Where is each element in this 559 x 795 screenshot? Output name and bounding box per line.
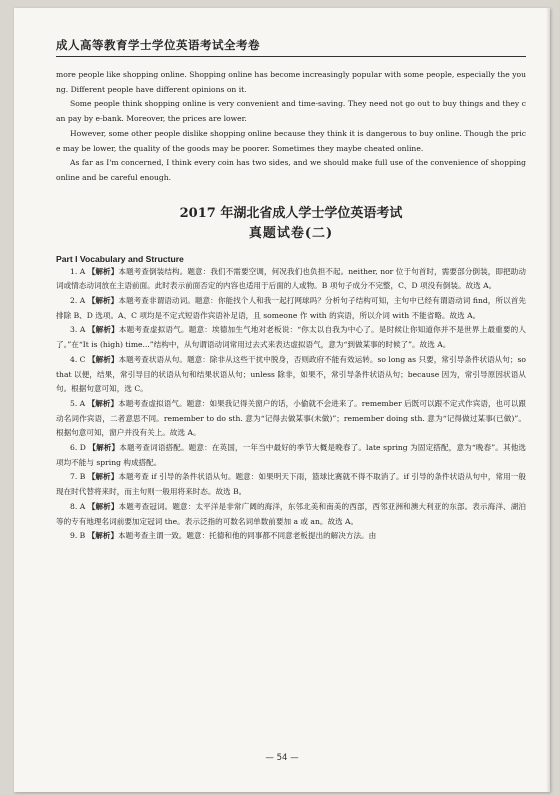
answer-item: 2. A 【解析】本题考查非谓语动词。题意：你能找个人和我一起打网球吗？分析句子结构可知，主句中已经有谓语动词 find，所以首先排除 B、D 选项。A、C 项均是不定式短语作宾语补足语，且 someone 作 with 的宾语，所以介词 with 不能省略。故选 A。	[56, 296, 526, 320]
exam-title: 2017 年湖北省成人学士学位英语考试	[179, 205, 403, 221]
book-page	[14, 8, 550, 792]
answer-item: 5. A 【解析】本题考查虚拟语气。题意：如果我记得关窗户的话，小偷就不会进来了。remember 后既可以跟不定式作宾语，也可以跟动名词作宾语，二者意思不同。remember to do sth. 意为“记得去做某事(未做)”；remember doing sth. 意为“记得做过某事(已做)”。根据句意可知，窗户并没有关上。故选 A。	[56, 398, 526, 438]
essay-paragraph-1: more people like shopping online. Shopping online has become increasingly popular with some people, especially the young. Different people have different opinions on it.	[56, 70, 526, 94]
page-header	[56, 34, 526, 57]
page-content	[56, 68, 526, 544]
exam-title-block	[56, 204, 526, 244]
answer-item: 7. B 【解析】本题考查 if 引导的条件状语从句。题意：如果明天下雨，篮球比赛就不得不取消了。if 引导的条件状语从句中，常用一般现在时代替将来时，而主句则一般用将来时态。故选 B。	[56, 472, 526, 497]
book-title: 成人高等教育学士学位英语考试全考卷	[56, 38, 260, 52]
page-edge-shadow	[546, 8, 550, 792]
page-number: — 54 —	[265, 753, 299, 763]
essay-paragraph-2: Some people think shopping online is very convenient and time-saving. They need not go out to buy things and they can pay by e-bank. Moreover, the prices are lower.	[56, 99, 526, 124]
answer-item: 1. A 【解析】本题考查倒装结构。题意：我们不需要空调，何况我们也负担不起。neither, nor 位于句首时，需要部分倒装，即把助动词或情态动词放在主语前面。此时表示前面否定的内容也适用于后面的人或物。B 项句子成分不完整，C、D 项没有倒装。故选 A。	[56, 266, 526, 291]
part-heading: Part I Vocabulary and Structure	[56, 253, 184, 264]
answer-item: 6. D 【解析】本题考查词语搭配。题意：在英国，一年当中最好的季节大概是晚春了。late spring 为固定搭配，意为“晚春”。其他选项均不能与 spring 构成搭配。	[56, 443, 527, 467]
answer-item: 3. A 【解析】本题考查虚拟语气。题意：埃德加生气地对老板说：“你太以自我为中心了。是时候让你知道你并不是世界上最重要的人了。”在“It is (high) time...”结构中，从句谓语动词常用过去式来表达虚拟语气，意为“到做某事的时候了”。故选 A。	[56, 325, 526, 350]
answer-item: 4. C 【解析】本题考查状语从句。题意：除非从这些干扰中脱身，否则政府不能有效运转。so long as 只要，常引导条件状语从句；so that 以便，结果，常引导目的状语从句和结果状语从句；unless 除非，如果不，常引导条件状语从句；because 因为，常引导原因状语从句。根据句意可知，选 C。	[56, 354, 526, 394]
exam-subtitle: 真题试卷(二)	[248, 225, 334, 241]
answer-item: 8. A 【解析】本题考查冠词。题意：太平洋是非常广阔的海洋，东邻北美和南美的西部，西邻亚洲和澳大利亚的东部。表示海洋、湖泊等的专有地理名词前要加定冠词 the。表示泛指的可数名词单数前要加 a 或 an。故选 A。	[56, 501, 526, 526]
essay-paragraph-4: As far as I'm concerned, I think every coin has two sides, and we should make full use of the convenience of shopping online and be careful enough.	[56, 158, 526, 182]
essay-paragraph-3: However, some other people dislike shopping online because they think it is dangerous to buy online. Though the price may be lower, the quality of the goods may be poorer. Sometimes they maybe cheated online.	[56, 128, 526, 153]
answer-item: 9. B 【解析】本题考查主谓一致。题意：托德和他的同事都不同意老板提出的解决方法。由	[70, 531, 377, 541]
